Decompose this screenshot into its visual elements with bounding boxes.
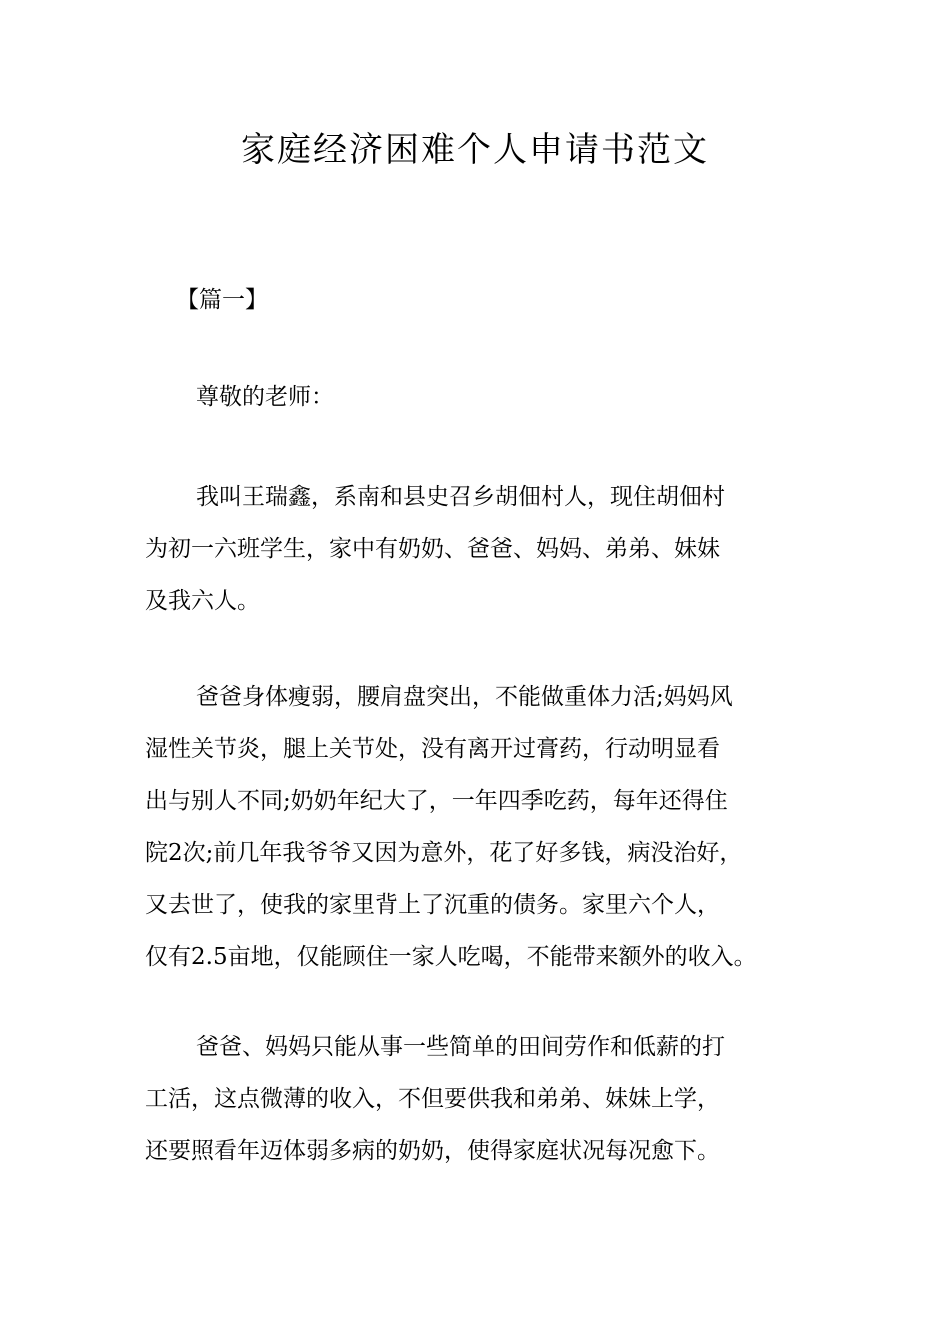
paragraph-line: 为初一六班学生，家中有奶奶、爸爸、妈妈、弟弟、妹妹 [145,536,720,562]
paragraph-line: 爸爸身体瘦弱，腰肩盘突出，不能做重体力活;妈妈风 [196,684,733,710]
paragraph-line: 工活，这点微薄的收入，不但要供我和弟弟、妹妹上学， [145,1086,720,1112]
paragraph-line: 爸爸、妈妈只能从事一些简单的田间劳作和低薪的打 [196,1034,725,1060]
paragraph-line: 及我六人。 [145,588,260,614]
section-label: 【篇一】 [176,287,268,313]
paragraph-line: 还要照看年迈体弱多病的奶奶，使得家庭状况每况愈下。 [145,1138,720,1164]
paragraph-line: 又去世了，使我的家里背上了沉重的债务。家里六个人， [145,892,720,918]
salutation: 尊敬的老师： [196,384,334,410]
paragraph-line: 院2次;前几年我爷爷又因为意外，花了好多钱，病没治好， [145,840,743,866]
document-title: 家庭经济困难个人申请书范文 [241,130,709,170]
paragraph-line: 我叫王瑞鑫，系南和县史召乡胡佃村人，现住胡佃村 [196,484,725,510]
paragraph-3 [145,1021,825,1177]
paragraph-line: 仅有2.5亩地，仅能顾住一家人吃喝，不能带来额外的收入。 [145,944,757,970]
paragraph-line: 出与别人不同;奶奶年纪大了，一年四季吃药，每年还得住 [145,788,728,814]
paragraph-line: 湿性关节炎，腿上关节处，没有离开过膏药，行动明显看 [145,736,720,762]
paragraph-2 [145,671,825,983]
paragraph-1 [145,471,825,627]
